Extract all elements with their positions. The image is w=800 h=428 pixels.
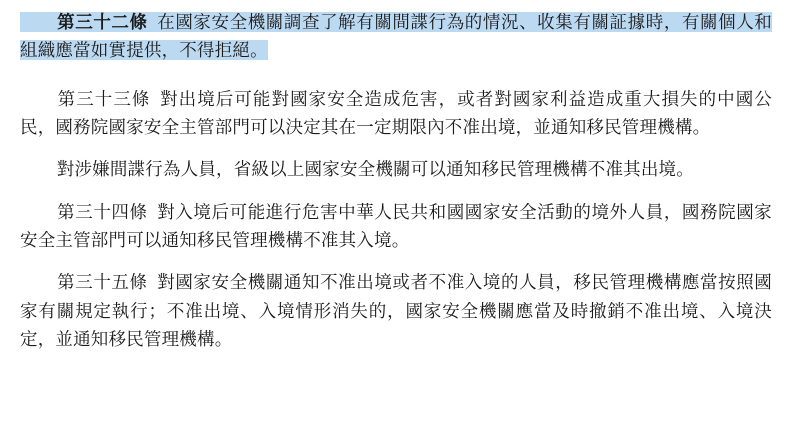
highlighted-text — [20, 12, 772, 60]
paragraph-article-33 — [20, 85, 772, 142]
article-body: 在國家安全機關調查了解有關間諜行為的情況、收集有關証據時，有關個人和組織應當如實提供，不得拒絕。 — [20, 12, 772, 61]
article-label: 第三十五條 — [56, 272, 148, 293]
article-label: 第三十二條 — [56, 12, 148, 32]
paragraph-article-35 — [20, 268, 772, 353]
paragraph-article-34 — [20, 198, 772, 255]
paragraph-article-32 — [20, 8, 772, 65]
article-body: 對入境后可能進行危害中華人民共和國國家安全活動的境外人員，國務院國家安全主管部門可以通知移民管理機構不准其入境。 — [20, 201, 772, 251]
article-label: 第三十四條 — [56, 201, 148, 222]
article-label: 第三十三條 — [56, 88, 151, 109]
article-body: 對出境后可能對國家安全造成危害，或者對國家利益造成重大損失的中國公民，國務院國家安全主管部門可以決定其在一定期限內不准出境，並通知移民管理機構。 — [20, 88, 772, 138]
paragraph-article-33-continued — [20, 155, 772, 183]
article-body: 對國家安全機關通知不准出境或者不准入境的人員，移民管理機構應當按照國家有關規定執行；不准出境、入境情形消失的，國家安全機關應當及時撤銷不准出境、入境決定，並通知移民管理機構。 — [20, 272, 772, 350]
article-body: 對涉嫌間諜行為人員，省級以上國家安全機關可以通知移民管理機構不准其出境。 — [56, 159, 694, 180]
